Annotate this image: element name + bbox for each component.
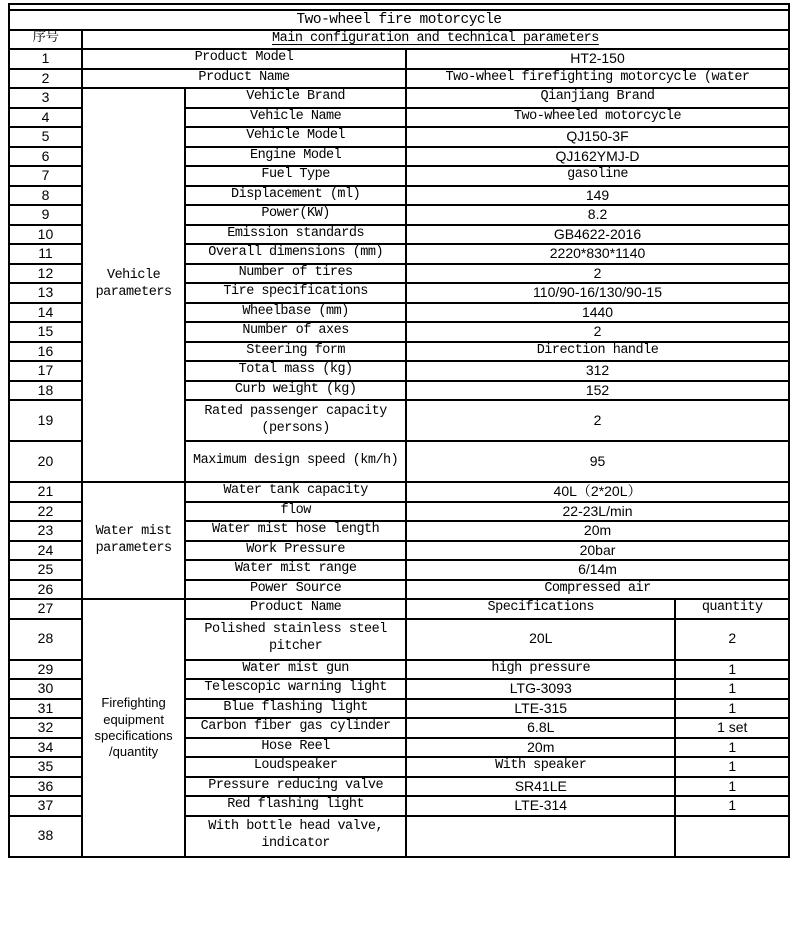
- param-name: Steering form: [185, 342, 406, 362]
- param-name: Maximum design speed (km/h): [185, 441, 406, 482]
- param-name: flow: [185, 502, 406, 522]
- group-label-water-mist-parameters: Water mist parameters: [82, 482, 185, 599]
- param-name: Carbon fiber gas cylinder: [185, 718, 406, 738]
- param-value: 40L（2*20L）: [406, 482, 789, 502]
- param-value: gasoline: [406, 166, 789, 186]
- param-name: Vehicle Name: [185, 108, 406, 128]
- row-number: 8: [9, 186, 82, 206]
- spec-value: LTE-314: [406, 796, 675, 816]
- table-row: [9, 49, 789, 69]
- row-number: 2: [9, 69, 82, 89]
- spec-value: high pressure: [406, 660, 675, 680]
- param-value: 95: [406, 441, 789, 482]
- param-value: HT2-150: [406, 49, 789, 69]
- param-name: Number of axes: [185, 322, 406, 342]
- param-name: Blue flashing light: [185, 699, 406, 719]
- param-name: With bottle head valve, indicator: [185, 816, 406, 857]
- qty-value: [675, 816, 789, 857]
- row-number: 31: [9, 699, 82, 719]
- param-value: 2220*830*1140: [406, 244, 789, 264]
- table-row: [9, 88, 789, 108]
- param-value: 22-23L/min: [406, 502, 789, 522]
- param-value: 2: [406, 322, 789, 342]
- row-number: 36: [9, 777, 82, 797]
- group-label-vehicle-parameters: Vehicle parameters: [82, 88, 185, 482]
- param-name: Polished stainless steel pitcher: [185, 619, 406, 660]
- param-name: Hose Reel: [185, 738, 406, 758]
- row-number: 35: [9, 757, 82, 777]
- row-number: 30: [9, 679, 82, 699]
- param-value: QJ162YMJ-D: [406, 147, 789, 167]
- param-value: 152: [406, 381, 789, 401]
- param-value: Qianjiang Brand: [406, 88, 789, 108]
- param-name: Water mist range: [185, 560, 406, 580]
- row-number: 14: [9, 303, 82, 323]
- param-name: Total mass (kg): [185, 361, 406, 381]
- param-name: Water tank capacity: [185, 482, 406, 502]
- row-number: 20: [9, 441, 82, 482]
- param-value: 1440: [406, 303, 789, 323]
- row-number: 11: [9, 244, 82, 264]
- param-name: Product Model: [82, 49, 406, 69]
- title-row: [9, 10, 789, 30]
- row-number: 27: [9, 599, 82, 619]
- row-number: 28: [9, 619, 82, 660]
- row-number: 5: [9, 127, 82, 147]
- qty-header: quantity: [675, 599, 789, 619]
- param-name: Red flashing light: [185, 796, 406, 816]
- param-value: QJ150-3F: [406, 127, 789, 147]
- row-number: 22: [9, 502, 82, 522]
- spec-table: [8, 3, 790, 858]
- param-name: Curb weight (kg): [185, 381, 406, 401]
- row-number: 18: [9, 381, 82, 401]
- param-value: GB4622-2016: [406, 225, 789, 245]
- param-name: Power Source: [185, 580, 406, 600]
- param-name: Fuel Type: [185, 166, 406, 186]
- param-name: Work Pressure: [185, 541, 406, 561]
- row-number: 34: [9, 738, 82, 758]
- param-value: Direction handle: [406, 342, 789, 362]
- qty-value: 1 set: [675, 718, 789, 738]
- param-value: 20m: [406, 521, 789, 541]
- qty-value: 1: [675, 679, 789, 699]
- row-number: 21: [9, 482, 82, 502]
- param-name: Vehicle Model: [185, 127, 406, 147]
- param-name: Displacement (ml): [185, 186, 406, 206]
- row-number: 3: [9, 88, 82, 108]
- row-number: 12: [9, 264, 82, 284]
- row-number: 1: [9, 49, 82, 69]
- main-header: Main configuration and technical parameters: [82, 30, 789, 49]
- qty-value: 2: [675, 619, 789, 660]
- row-number: 19: [9, 400, 82, 441]
- param-name: Engine Model: [185, 147, 406, 167]
- param-name: Water mist gun: [185, 660, 406, 680]
- qty-value: 1: [675, 777, 789, 797]
- spec-value: With speaker: [406, 757, 675, 777]
- param-name: Overall dimensions (mm): [185, 244, 406, 264]
- row-number: 23: [9, 521, 82, 541]
- row-number: 13: [9, 283, 82, 303]
- param-value: 110/90-16/130/90-15: [406, 283, 789, 303]
- param-value: 312: [406, 361, 789, 381]
- qty-value: 1: [675, 699, 789, 719]
- header-row: [9, 30, 789, 49]
- row-number: 4: [9, 108, 82, 128]
- param-name: Tire specifications: [185, 283, 406, 303]
- param-value: Two-wheeled motorcycle: [406, 108, 789, 128]
- param-value: 149: [406, 186, 789, 206]
- spec-value: SR41LE: [406, 777, 675, 797]
- param-name: Rated passenger capacity (persons): [185, 400, 406, 441]
- spec-value: 6.8L: [406, 718, 675, 738]
- param-name: Water mist hose length: [185, 521, 406, 541]
- table-row: [9, 482, 789, 502]
- param-name: Pressure reducing valve: [185, 777, 406, 797]
- param-name: Number of tires: [185, 264, 406, 284]
- row-number: 32: [9, 718, 82, 738]
- table-row: [9, 69, 789, 89]
- param-value: 8.2: [406, 205, 789, 225]
- param-name: Emission standards: [185, 225, 406, 245]
- row-number: 26: [9, 580, 82, 600]
- row-number: 6: [9, 147, 82, 167]
- group-label-firefighting-equipment: Firefighting equipment specifications /quantity: [82, 599, 185, 857]
- param-name: Vehicle Brand: [185, 88, 406, 108]
- row-number: 29: [9, 660, 82, 680]
- row-number: 38: [9, 816, 82, 857]
- param-name: Product Name: [82, 69, 406, 89]
- qty-value: 1: [675, 660, 789, 680]
- param-name: Power(KW): [185, 205, 406, 225]
- qty-value: 1: [675, 796, 789, 816]
- param-value: 2: [406, 400, 789, 441]
- param-value: Two-wheel firefighting motorcycle (water: [406, 69, 789, 89]
- row-number: 17: [9, 361, 82, 381]
- param-value: Compressed air: [406, 580, 789, 600]
- table-row: [9, 599, 789, 619]
- row-number: 15: [9, 322, 82, 342]
- spec-value: 20L: [406, 619, 675, 660]
- param-name: Wheelbase (mm): [185, 303, 406, 323]
- param-value: 2: [406, 264, 789, 284]
- spec-value: LTE-315: [406, 699, 675, 719]
- page-title: Two-wheel fire motorcycle: [9, 10, 789, 30]
- row-number: 10: [9, 225, 82, 245]
- param-name: Telescopic warning light: [185, 679, 406, 699]
- param-value: 6/14m: [406, 560, 789, 580]
- param-name: Loudspeaker: [185, 757, 406, 777]
- spec-value: 20m: [406, 738, 675, 758]
- row-number: 37: [9, 796, 82, 816]
- qty-value: 1: [675, 738, 789, 758]
- param-name: Product Name: [185, 599, 406, 619]
- spec-value: [406, 816, 675, 857]
- row-number: 16: [9, 342, 82, 362]
- spec-value: LTG-3093: [406, 679, 675, 699]
- spec-header: Specifications: [406, 599, 675, 619]
- row-number: 24: [9, 541, 82, 561]
- serial-header: 序号: [9, 30, 82, 49]
- row-number: 9: [9, 205, 82, 225]
- qty-value: 1: [675, 757, 789, 777]
- row-number: 7: [9, 166, 82, 186]
- row-number: 25: [9, 560, 82, 580]
- param-value: 20bar: [406, 541, 789, 561]
